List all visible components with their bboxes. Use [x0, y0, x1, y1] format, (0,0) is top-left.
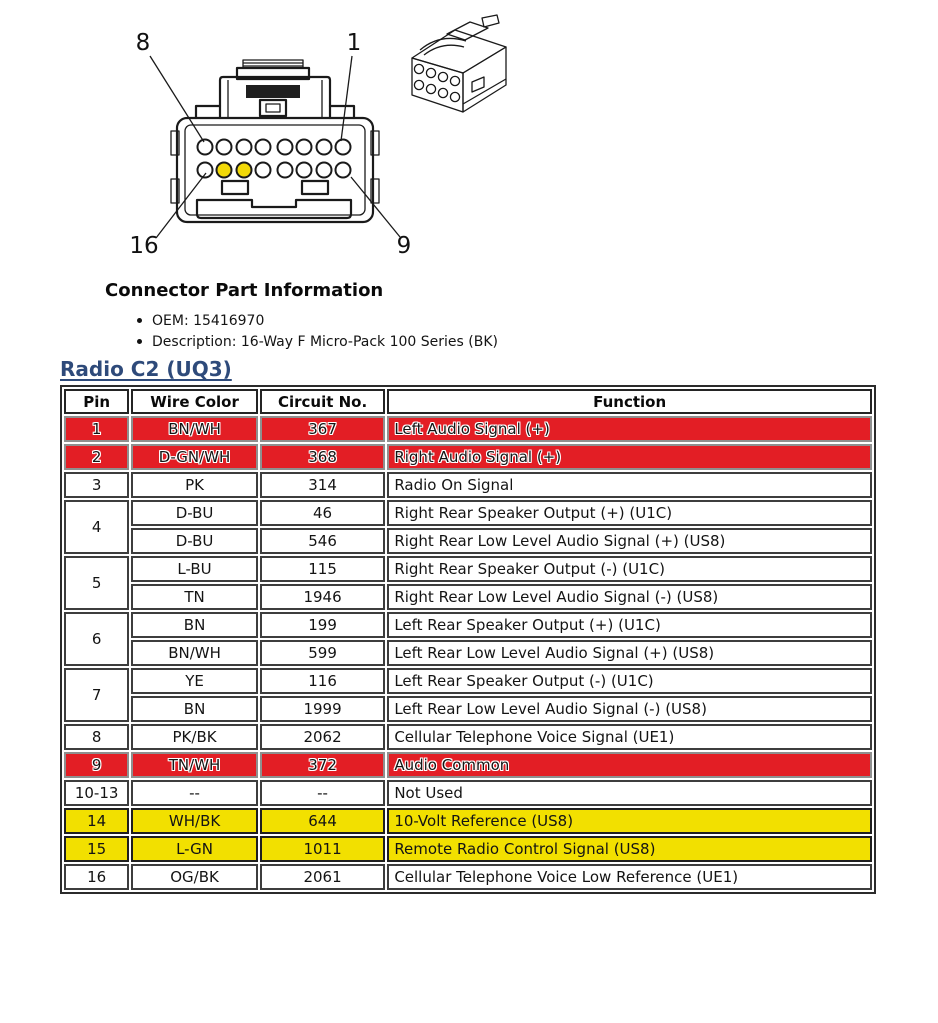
circuit-no-cell: 116 [260, 668, 386, 694]
wire-color-cell: OG/BK [131, 864, 258, 890]
function-cell: Radio On Signal [387, 472, 872, 498]
circuit-no-cell: 1946 [260, 584, 386, 610]
function-cell: Right Rear Low Level Audio Signal (+) (US8) [387, 528, 872, 554]
table-row [64, 668, 872, 694]
circuit-no-cell: 1011 [260, 836, 386, 862]
part-info-description-text: Description: 16-Way F Micro-Pack 100 Series (BK) [152, 333, 498, 350]
function-cell: Left Audio Signal (+) [387, 416, 872, 442]
pinout-table-body [64, 416, 872, 890]
connector-diagram [0, 0, 938, 280]
circuit-no-cell: 599 [260, 640, 386, 666]
circuit-no-cell: 1999 [260, 696, 386, 722]
circuit-no-cell: 367 [260, 416, 386, 442]
part-info-title: Connector Part Information [105, 280, 384, 301]
wire-color-cell: D-BU [131, 528, 258, 554]
wire-color-cell: D-BU [131, 500, 258, 526]
function-cell: Left Rear Low Level Audio Signal (-) (US8) [387, 696, 872, 722]
pin-cell: 15 [64, 836, 129, 862]
header-wire-color: Wire Color [131, 389, 258, 414]
function-cell: Right Rear Low Level Audio Signal (-) (US8) [387, 584, 872, 610]
pin-label-1: 1 [346, 30, 362, 56]
table-row [64, 612, 872, 638]
pin-cell: 8 [64, 724, 129, 750]
table-row [64, 724, 872, 750]
function-cell: Right Rear Speaker Output (-) (U1C) [387, 556, 872, 582]
pin-label-16: 16 [129, 233, 159, 259]
table-row [64, 696, 872, 722]
pin-cell: 2 [64, 444, 129, 470]
wire-color-cell: TN [131, 584, 258, 610]
part-info-list [137, 310, 498, 352]
table-row [64, 808, 872, 834]
circuit-no-cell: 314 [260, 472, 386, 498]
wire-color-cell: BN [131, 612, 258, 638]
wire-color-cell: BN/WH [131, 640, 258, 666]
pin-label-9: 9 [396, 233, 412, 259]
header-function: Function [387, 389, 872, 414]
highlighted-cavity [237, 163, 252, 178]
table-row [64, 472, 872, 498]
function-cell: 10-Volt Reference (US8) [387, 808, 872, 834]
pin-cell: 5 [64, 556, 129, 610]
circuit-no-cell: 199 [260, 612, 386, 638]
table-row [64, 584, 872, 610]
pin-cell: 16 [64, 864, 129, 890]
function-cell: Right Audio Signal (+) [387, 444, 872, 470]
wire-color-cell: WH/BK [131, 808, 258, 834]
pin-label-8: 8 [135, 30, 151, 56]
table-row [64, 444, 872, 470]
table-row [64, 556, 872, 582]
circuit-no-cell: 368 [260, 444, 386, 470]
table-row [64, 864, 872, 890]
circuit-no-cell: 2062 [260, 724, 386, 750]
pin-cell: 14 [64, 808, 129, 834]
function-cell: Left Rear Low Level Audio Signal (+) (US8) [387, 640, 872, 666]
circuit-no-cell: 372 [260, 752, 386, 778]
function-cell: Left Rear Speaker Output (-) (U1C) [387, 668, 872, 694]
part-info-oem [137, 310, 498, 331]
pin-cell: 10-13 [64, 780, 129, 806]
function-cell: Audio Common [387, 752, 872, 778]
pin-cell: 7 [64, 668, 129, 722]
wire-color-cell: D-GN/WH [131, 444, 258, 470]
circuit-no-cell: 115 [260, 556, 386, 582]
pin-cell: 4 [64, 500, 129, 554]
pin-leader-lines [150, 56, 400, 238]
section-title-link[interactable]: Radio C2 (UQ3) [60, 357, 232, 381]
circuit-no-cell: 46 [260, 500, 386, 526]
table-row [64, 752, 872, 778]
pin-cell: 1 [64, 416, 129, 442]
bullet-icon [137, 339, 142, 344]
wire-color-cell: L-BU [131, 556, 258, 582]
header-circuit-no: Circuit No. [260, 389, 386, 414]
bullet-icon [137, 318, 142, 323]
pinout-table [60, 385, 876, 894]
function-cell: Not Used [387, 780, 872, 806]
circuit-no-cell: -- [260, 780, 386, 806]
wire-color-cell: PK/BK [131, 724, 258, 750]
table-header-row [64, 389, 872, 414]
function-cell: Cellular Telephone Voice Low Reference (UE1) [387, 864, 872, 890]
wire-color-cell: BN [131, 696, 258, 722]
function-cell: Cellular Telephone Voice Signal (UE1) [387, 724, 872, 750]
circuit-no-cell: 546 [260, 528, 386, 554]
wire-color-cell: BN/WH [131, 416, 258, 442]
table-row [64, 640, 872, 666]
table-row [64, 416, 872, 442]
function-cell: Remote Radio Control Signal (US8) [387, 836, 872, 862]
header-pin: Pin [64, 389, 129, 414]
circuit-no-cell: 644 [260, 808, 386, 834]
wire-color-cell: L-GN [131, 836, 258, 862]
table-row [64, 836, 872, 862]
table-row [64, 780, 872, 806]
table-row [64, 500, 872, 526]
function-cell: Left Rear Speaker Output (+) (U1C) [387, 612, 872, 638]
wire-color-cell: -- [131, 780, 258, 806]
circuit-no-cell: 2061 [260, 864, 386, 890]
highlighted-cavity [217, 163, 232, 178]
function-cell: Right Rear Speaker Output (+) (U1C) [387, 500, 872, 526]
connector-3d-view-icon [412, 15, 506, 112]
pin-cell: 6 [64, 612, 129, 666]
table-row [64, 528, 872, 554]
wire-color-cell: YE [131, 668, 258, 694]
wire-color-cell: TN/WH [131, 752, 258, 778]
pin-cell: 3 [64, 472, 129, 498]
part-info-description [137, 331, 498, 352]
wire-color-cell: PK [131, 472, 258, 498]
pin-cell: 9 [64, 752, 129, 778]
part-info-oem-text: OEM: 15416970 [152, 312, 265, 329]
